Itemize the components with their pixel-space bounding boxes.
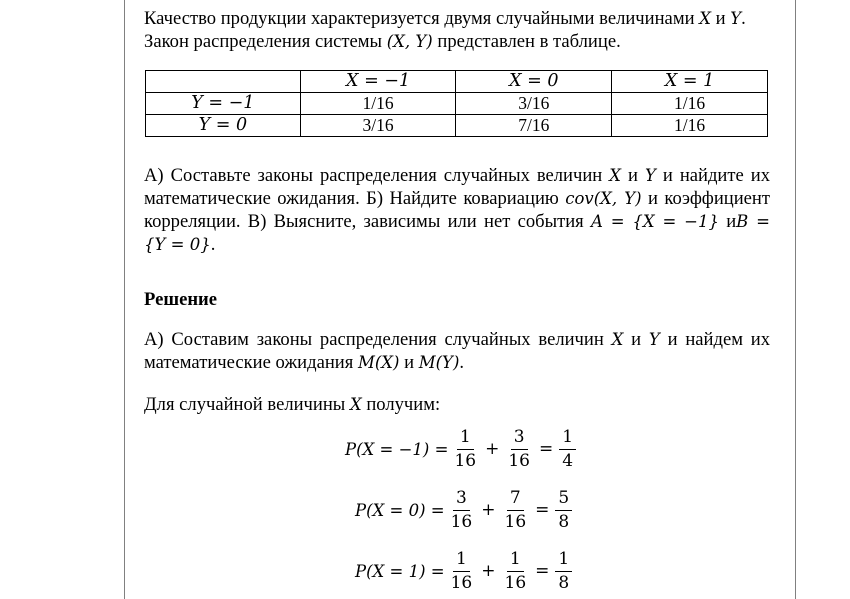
plus-sign: + xyxy=(481,500,496,520)
task-text: корреляции. В) Выясните, зависимы или нет события xyxy=(144,211,591,232)
table-row-label: Y = −1 xyxy=(146,93,301,115)
var-y: Y xyxy=(730,9,742,28)
plus-sign: + xyxy=(481,561,496,581)
page-border-right xyxy=(795,0,796,599)
var-x: X xyxy=(699,9,711,28)
numerator: 1 xyxy=(555,549,572,572)
numerator: 1 xyxy=(559,427,576,450)
denominator: 16 xyxy=(508,451,530,471)
task-line xyxy=(144,187,770,210)
task-line xyxy=(144,233,770,256)
task-line xyxy=(144,210,770,233)
fraction xyxy=(451,427,479,472)
denominator: 16 xyxy=(450,512,473,532)
for-x-line xyxy=(144,393,440,416)
punct: . xyxy=(741,8,746,29)
fraction xyxy=(559,427,576,472)
numerator: 1 xyxy=(453,549,470,572)
table-cell: 3/16 xyxy=(300,115,456,137)
var-x: X xyxy=(609,166,622,185)
table-row-label: Y = 0 xyxy=(146,115,301,137)
fraction xyxy=(555,488,572,533)
var-pair: (X, Y) xyxy=(386,32,433,51)
intro-text: представлен в таблице. xyxy=(432,31,621,52)
conj: и xyxy=(399,352,419,373)
solution-text: математические ожидания xyxy=(144,352,358,373)
fraction xyxy=(555,549,572,594)
var-x: X xyxy=(349,395,362,414)
covariance-expr: cov(X, Y) xyxy=(565,189,642,208)
formula-p-x-1 xyxy=(355,549,575,594)
table-header-cell xyxy=(146,71,301,93)
solution-text: Для случайной величины xyxy=(144,394,350,415)
solution-line xyxy=(144,351,770,374)
table-cell: 3/16 xyxy=(456,93,612,115)
conj: и xyxy=(623,329,649,350)
task-text: математические ожидания. Б) Найдите ковариацию xyxy=(144,188,566,209)
table-row xyxy=(146,115,768,137)
fraction xyxy=(505,427,533,472)
table-row xyxy=(146,93,768,115)
var-y: Y xyxy=(644,166,656,185)
expectation-y: M(Y) xyxy=(418,353,460,372)
fraction xyxy=(502,549,530,594)
equals-sign: = xyxy=(535,561,550,581)
distribution-table xyxy=(145,70,768,137)
intro-paragraph xyxy=(144,7,770,53)
table-header-cell: X = 1 xyxy=(612,71,768,93)
event-b: B = xyxy=(736,212,770,231)
conj: и xyxy=(710,8,731,29)
event-b: {Y = 0} xyxy=(144,235,211,254)
denominator: 16 xyxy=(504,512,527,532)
fraction xyxy=(448,488,476,533)
punct: . xyxy=(459,352,465,373)
solution-heading: Решение xyxy=(144,289,217,310)
numerator: 1 xyxy=(457,427,474,450)
table-cell: 1/16 xyxy=(612,115,768,137)
table-header-cell: X = 0 xyxy=(456,71,612,93)
equals-sign: = xyxy=(538,439,554,459)
var-x: X xyxy=(611,330,624,349)
solution-line xyxy=(144,328,770,351)
event-a: A = {X = −1} xyxy=(590,212,719,231)
denominator: 4 xyxy=(562,451,574,471)
table-cell: 7/16 xyxy=(456,115,612,137)
numerator: 1 xyxy=(507,549,524,572)
task-text: А) Составьте законы распределения случайных величин xyxy=(144,165,610,186)
denominator: 16 xyxy=(450,573,473,593)
fraction xyxy=(448,549,476,594)
formula-p-x-0 xyxy=(355,488,575,533)
task-text: и xyxy=(718,211,737,232)
denominator: 8 xyxy=(558,512,570,532)
task-text: и коэффициент xyxy=(641,188,771,209)
denominator: 8 xyxy=(558,573,570,593)
intro-text: Качество продукции характеризуется двумя случайными величинами xyxy=(144,8,700,29)
formula-p-x-minus1 xyxy=(345,427,579,472)
numerator: 3 xyxy=(511,427,528,450)
table-cell: 1/16 xyxy=(300,93,456,115)
solution-text: А) Составим законы распределения случайных величин xyxy=(144,329,612,350)
task-text: и найдите их xyxy=(655,165,771,186)
formula-lhs: P(X = −1) = xyxy=(345,440,449,459)
formula-lhs: P(X = 1) = xyxy=(355,562,445,581)
fraction xyxy=(502,488,530,533)
solution-paragraph xyxy=(144,328,770,374)
numerator: 5 xyxy=(555,488,572,511)
punct: . xyxy=(210,234,216,255)
task-paragraph xyxy=(144,164,770,256)
document-content xyxy=(144,7,771,593)
numerator: 3 xyxy=(453,488,470,511)
page-border-left xyxy=(124,0,125,599)
table-header-cell: X = −1 xyxy=(300,71,456,93)
task-line xyxy=(144,164,770,187)
solution-text: и найдем их xyxy=(659,329,770,350)
formula-lhs: P(X = 0) = xyxy=(355,501,445,520)
denominator: 16 xyxy=(504,573,527,593)
var-y: Y xyxy=(648,330,660,349)
denominator: 16 xyxy=(454,451,477,471)
equals-sign: = xyxy=(535,500,550,520)
solution-text: получим: xyxy=(361,394,441,415)
table-header-row xyxy=(146,71,768,93)
plus-sign: + xyxy=(485,439,500,459)
expectation-x: M(X) xyxy=(357,353,400,372)
conj: и xyxy=(621,165,645,186)
table-cell: 1/16 xyxy=(612,93,768,115)
numerator: 7 xyxy=(507,488,524,511)
intro-text: Закон распределения системы xyxy=(144,31,387,52)
